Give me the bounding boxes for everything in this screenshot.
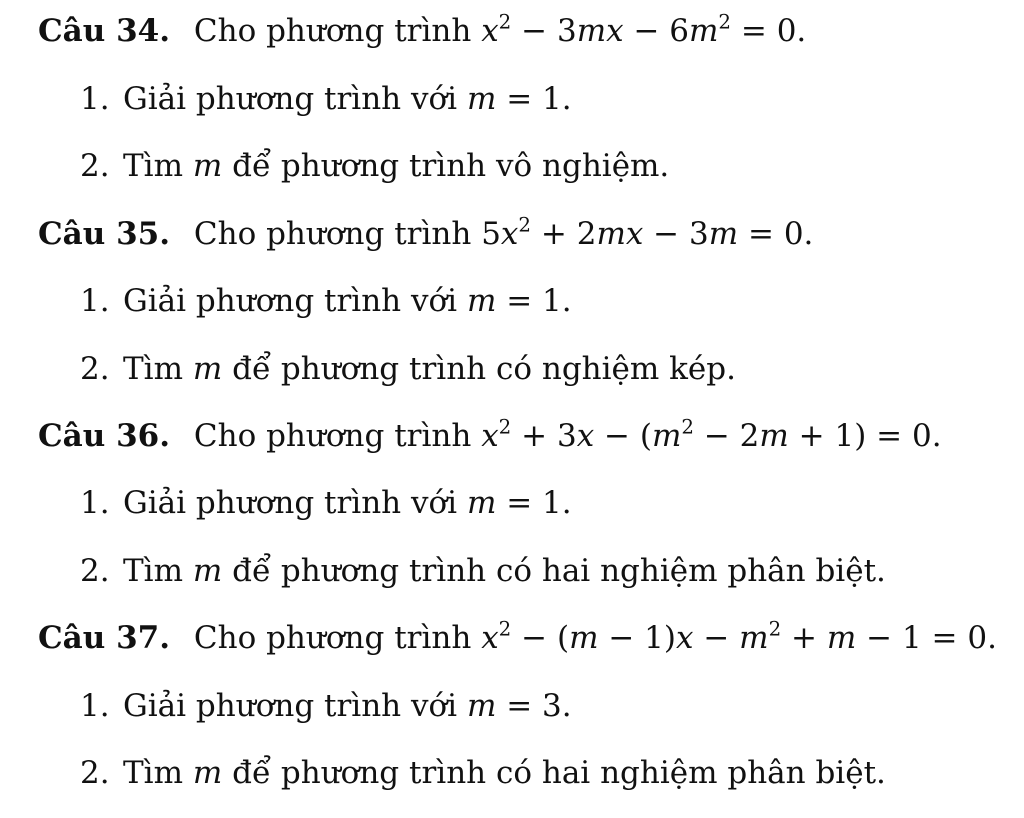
item-text: Giải phương trình với (123, 283, 458, 319)
item-text: Tìm (123, 755, 183, 791)
item-number: 2. (80, 148, 110, 184)
item-number: 1. (80, 283, 110, 319)
item-text-end: = 1. (496, 81, 572, 117)
equation-35: $5x^2 + 2mx - 3m = 0$. (481, 213, 814, 252)
item-number: 1. (80, 81, 110, 117)
equation-34: $x^2 - 3mx - 6m^2 = 0$. (481, 10, 807, 49)
math-variable: m (192, 755, 223, 791)
item-number: 1. (80, 485, 110, 521)
item-number: 1. (80, 688, 110, 724)
question-label: Câu 35. (38, 216, 171, 252)
question-intro: Cho phương trình (193, 620, 472, 656)
item-number: 2. (80, 755, 110, 791)
math-variable: m (466, 688, 497, 724)
question-34-header (38, 10, 807, 49)
question-36-item-1 (80, 485, 572, 521)
item-text: Tìm (123, 148, 183, 184)
item-text: Giải phương trình với (123, 81, 458, 117)
question-intro: Cho phương trình (193, 418, 472, 454)
math-variable: m (192, 553, 223, 589)
item-text: Tìm (123, 351, 183, 387)
question-37-item-1 (80, 688, 572, 724)
item-text-end: để phương trình có nghiệm kép. (232, 351, 736, 387)
equation-37: $x^2 - (m - 1)x - m^2 + m - 1 = 0$. (481, 617, 997, 656)
math-variable: m (192, 148, 223, 184)
item-text-end: = 3. (496, 688, 572, 724)
question-intro: Cho phương trình (193, 216, 472, 252)
item-text: Giải phương trình với (123, 485, 458, 521)
question-35-item-2 (80, 351, 736, 387)
equation-36: $x^2 + 3x - (m^2 - 2m + 1) = 0$. (481, 415, 942, 454)
question-34-item-1 (80, 81, 572, 117)
question-37-item-2 (80, 755, 886, 791)
question-label: Câu 37. (38, 620, 171, 656)
item-text-end: để phương trình có hai nghiệm phân biệt. (232, 553, 886, 589)
question-35-header (38, 213, 814, 252)
item-text: Tìm (123, 553, 183, 589)
question-37-header (38, 617, 997, 656)
item-text: Giải phương trình với (123, 688, 458, 724)
math-variable: m (466, 283, 497, 319)
math-variable: m (192, 351, 223, 387)
item-number: 2. (80, 553, 110, 589)
item-text-end: để phương trình có hai nghiệm phân biệt. (232, 755, 886, 791)
math-variable: m (466, 81, 497, 117)
question-label: Câu 36. (38, 418, 171, 454)
item-text-end: để phương trình vô nghiệm. (232, 148, 670, 184)
item-number: 2. (80, 351, 110, 387)
math-variable: m (466, 485, 497, 521)
question-label: Câu 34. (38, 13, 171, 49)
question-36-header (38, 415, 942, 454)
question-36-item-2 (80, 553, 886, 589)
question-35-item-1 (80, 283, 572, 319)
question-34-item-2 (80, 148, 669, 184)
item-text-end: = 1. (496, 283, 572, 319)
item-text-end: = 1. (496, 485, 572, 521)
question-intro: Cho phương trình (193, 13, 472, 49)
